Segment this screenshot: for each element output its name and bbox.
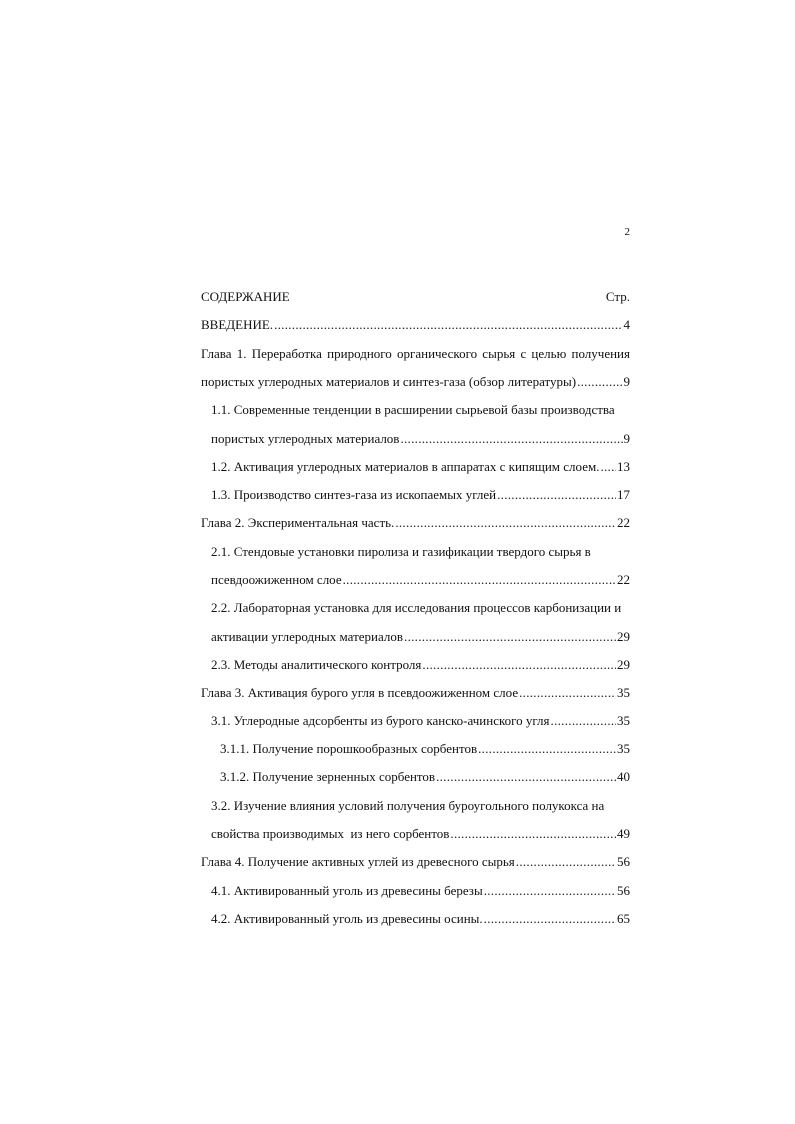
toc-entry-1-1[interactable]: 1.1. Современные тенденции в расширении сырьевой базы производства xyxy=(211,402,615,417)
toc-entry-intro[interactable]: ВВЕДЕНИЕ. ..... 4 xyxy=(201,316,630,334)
toc-page-label: Стр. xyxy=(605,289,630,304)
toc-entry-chapter-3[interactable]: Глава 3. Активация бурого угля в псевдоожиженном слое ..... 35 xyxy=(201,684,630,702)
toc-entry-4-2[interactable]: 4.2. Активированный уголь из древесины осины. ..... 65 xyxy=(211,910,630,928)
toc-entry-3-1-1[interactable]: 3.1.1. Получение порошкообразных сорбентов ..... 35 xyxy=(220,740,630,758)
toc-heading xyxy=(201,288,630,306)
toc-entry-3-2[interactable]: 3.2. Изучение влияния условий получения буроугольного полукокса на xyxy=(211,798,605,813)
toc-entry-1-2[interactable]: 1.2. Активация углеродных материалов в аппаратах с кипящим слоем. ..... 13 xyxy=(211,458,630,476)
toc-entry-3-2-cont[interactable]: свойства производимых из него сорбентов ..... 49 xyxy=(211,825,630,843)
toc-entry-1-1-cont[interactable]: пористых углеродных материалов ..... 9 xyxy=(211,430,630,448)
toc-entry-2-2[interactable]: 2.2. Лабораторная установка для исследования процессов карбонизации и xyxy=(211,600,622,615)
page-number: 2 xyxy=(624,226,630,238)
toc-entry-chapter-1[interactable]: Глава 1. Переработка природного органического сырья с целью получения xyxy=(201,346,630,361)
toc-title: СОДЕРЖАНИЕ xyxy=(201,289,290,304)
toc-entry-4-1[interactable]: 4.1. Активированный уголь из древесины березы ..... 56 xyxy=(211,882,630,900)
toc-entry-3-1[interactable]: 3.1. Углеродные адсорбенты из бурого канско-ачинского угля ..... 35 xyxy=(211,712,630,730)
toc-entry-2-1[interactable]: 2.1. Стендовые установки пиролиза и газификации твердого сырья в xyxy=(211,544,591,559)
toc-entry-chapter-2[interactable]: Глава 2. Экспериментальная часть. ..... 22 xyxy=(201,514,630,532)
toc-entry-2-3[interactable]: 2.3. Методы аналитического контроля ..... 29 xyxy=(211,656,630,674)
toc-entry-1-3[interactable]: 1.3. Производство синтез-газа из ископаемых углей ..... 17 xyxy=(211,486,630,504)
toc-entry-chapter-4[interactable]: Глава 4. Получение активных углей из древесного сырья ..... 56 xyxy=(201,853,630,871)
toc-entry-2-1-cont[interactable]: псевдоожиженном слое ..... 22 xyxy=(211,571,630,589)
toc-entry-chapter-1-cont[interactable]: пористых углеродных материалов и синтез-газа (обзор литературы) ..... 9 xyxy=(201,373,630,391)
toc-entry-3-1-2[interactable]: 3.1.2. Получение зерненных сорбентов ..... 40 xyxy=(220,768,630,786)
toc-entry-2-2-cont[interactable]: активации углеродных материалов ..... 29 xyxy=(211,628,630,646)
